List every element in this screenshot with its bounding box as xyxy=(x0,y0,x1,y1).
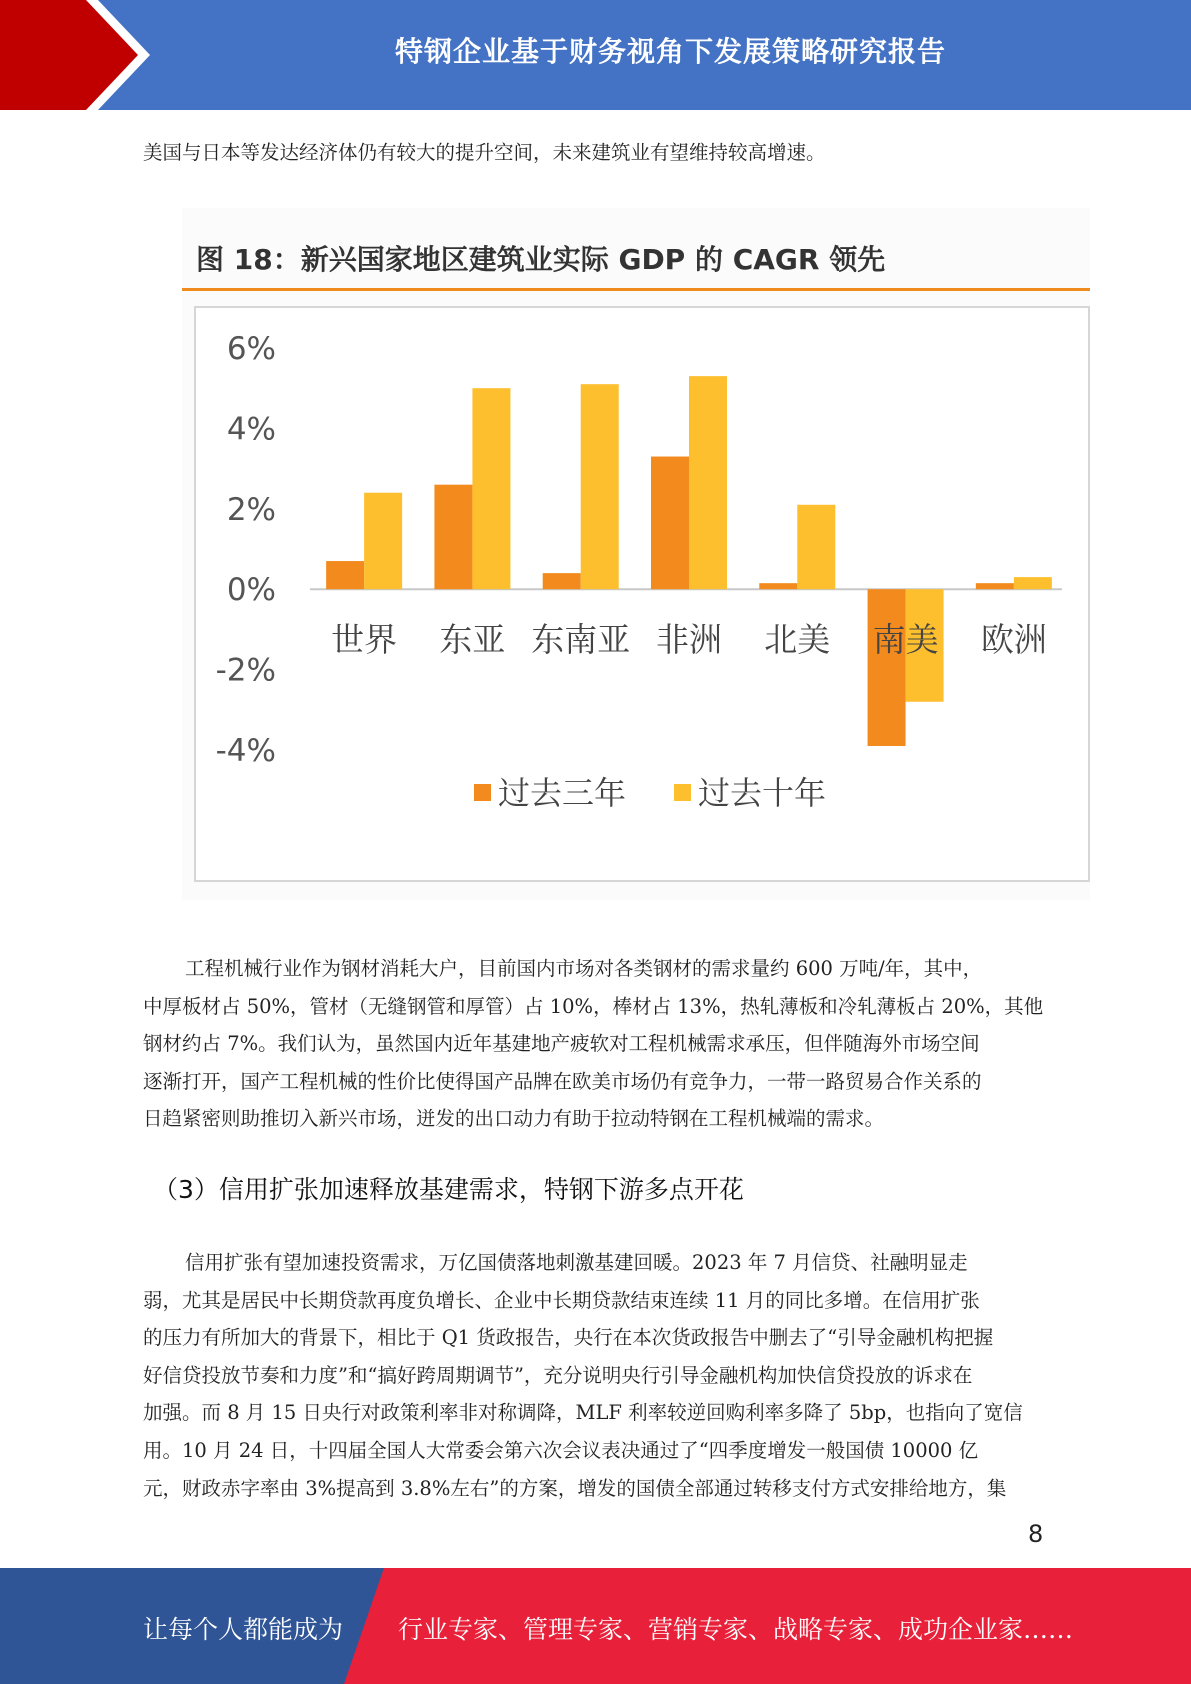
paragraph-line: 信用扩张有望加速投资需求，万亿国债落地刺激基建回暖。2023 年 7 月信贷、社融明显走 xyxy=(185,1251,968,1274)
bar xyxy=(797,505,835,589)
y-tick-label: -4% xyxy=(215,733,276,769)
bar xyxy=(472,388,510,589)
section-heading: （3）信用扩张加速释放基建需求，特钢下游多点开花 xyxy=(153,1175,744,1204)
paragraph-line: 日趋紧密则助推切入新兴市场，迸发的出口动力有助于拉动特钢在工程机械端的需求。 xyxy=(143,1107,885,1131)
category-label: 欧洲 xyxy=(980,620,1047,660)
chart-title: 图 18：新兴国家地区建筑业实际 GDP 的 CAGR 领先 xyxy=(196,243,886,276)
legend-label: 过去三年 xyxy=(498,774,627,812)
page-header xyxy=(0,0,1191,110)
legend-label: 过去十年 xyxy=(698,774,827,812)
paragraph-line: 弱，尤其是居民中长期贷款再度负增长、企业中长期贷款结束连续 11 月的同比多增。在信用扩张 xyxy=(143,1288,980,1312)
footer-slogan-right: 行业专家、管理专家、营销专家、战略专家、成功企业家…… xyxy=(398,1615,1074,1644)
y-tick-label: -2% xyxy=(215,652,276,689)
machinery-paragraph xyxy=(143,950,1048,1138)
paragraph-line: 美国与日本等发达经济体仍有较大的提升空间，未来建筑业有望维持较高增速。 xyxy=(143,141,826,164)
category-label: 北美 xyxy=(764,620,831,660)
chart-panel xyxy=(194,306,1090,882)
paragraph-line: 中厚板材占 50%，管材（无缝钢管和厚管）占 10%，棒材占 13%，热轧薄板和冷轧薄板占 20%，其他 xyxy=(143,994,1044,1018)
figure-18 xyxy=(182,208,1090,900)
y-tick-label: 4% xyxy=(226,411,276,448)
category-label: 东亚 xyxy=(439,620,506,660)
chart-title-rule xyxy=(182,288,1090,291)
paragraph-line: 逐渐打开，国产工程机械的性价比使得国产品牌在欧美市场仍有竞争力，一带一路贸易合作关系的 xyxy=(143,1069,982,1093)
category-label: 东南亚 xyxy=(531,620,631,660)
paragraph-line: 用。10 月 24 日，十四届全国人大常委会第六次会议表决通过了“四季度增发一般国债 10000 亿 xyxy=(143,1438,979,1462)
paragraph-line: 的压力有所加大的背景下，相比于 Q1 货政报告，央行在本次货政报告中删去了“引导金融机构把握 xyxy=(143,1326,994,1350)
y-tick-label: 6% xyxy=(226,331,276,367)
y-tick-label: 2% xyxy=(226,491,276,528)
paragraph-line: 工程机械行业作为钢材消耗大户，目前国内市场对各类钢材的需求量约 600 万吨/年，其中， xyxy=(185,957,983,980)
bar xyxy=(689,376,727,589)
paragraph-line: 加强。而 8 月 15 日央行对政策利率非对称调降，MLF 利率较逆回购利率多降了 5bp，也指向了宽信 xyxy=(143,1401,1023,1425)
category-label: 世界 xyxy=(331,620,398,660)
bar xyxy=(759,583,797,589)
bar xyxy=(581,384,619,589)
bar xyxy=(651,457,689,590)
bar xyxy=(868,589,906,746)
bar xyxy=(1014,577,1052,589)
legend-swatch xyxy=(474,784,491,801)
page-number: 8 xyxy=(1028,1520,1044,1548)
footer-slogan-left: 让每个人都能成为 xyxy=(143,1615,344,1644)
paragraph-line: 好信贷投放节奏和力度”和“搞好跨周期调节”，充分说明央行引导金融机构加快信贷投放的诉求在 xyxy=(143,1363,973,1387)
bar xyxy=(976,583,1014,589)
bar xyxy=(364,493,402,589)
bar-chart xyxy=(196,308,1088,880)
credit-paragraph xyxy=(143,1244,1048,1507)
intro-paragraph xyxy=(143,134,1048,172)
header-arrow-decoration xyxy=(0,0,150,110)
category-label: 非洲 xyxy=(656,620,722,660)
category-label: 南美 xyxy=(872,620,939,660)
bar xyxy=(434,485,472,590)
document-title: 特钢企业基于财务视角下发展策略研究报告 xyxy=(394,35,946,68)
paragraph-line: 钢材约占 7%。我们认为，虽然国内近年基建地产疲软对工程机械需求承压，但伴随海外市场空间 xyxy=(143,1032,980,1056)
y-tick-label: 0% xyxy=(226,572,276,609)
paragraph-line: 元，财政赤字率由 3%提高到 3.8%左右”的方案，增发的国债全部通过转移支付方式安排给地方，集 xyxy=(143,1476,1007,1500)
legend-swatch xyxy=(674,784,691,801)
bar xyxy=(543,573,581,589)
bar xyxy=(326,561,364,589)
